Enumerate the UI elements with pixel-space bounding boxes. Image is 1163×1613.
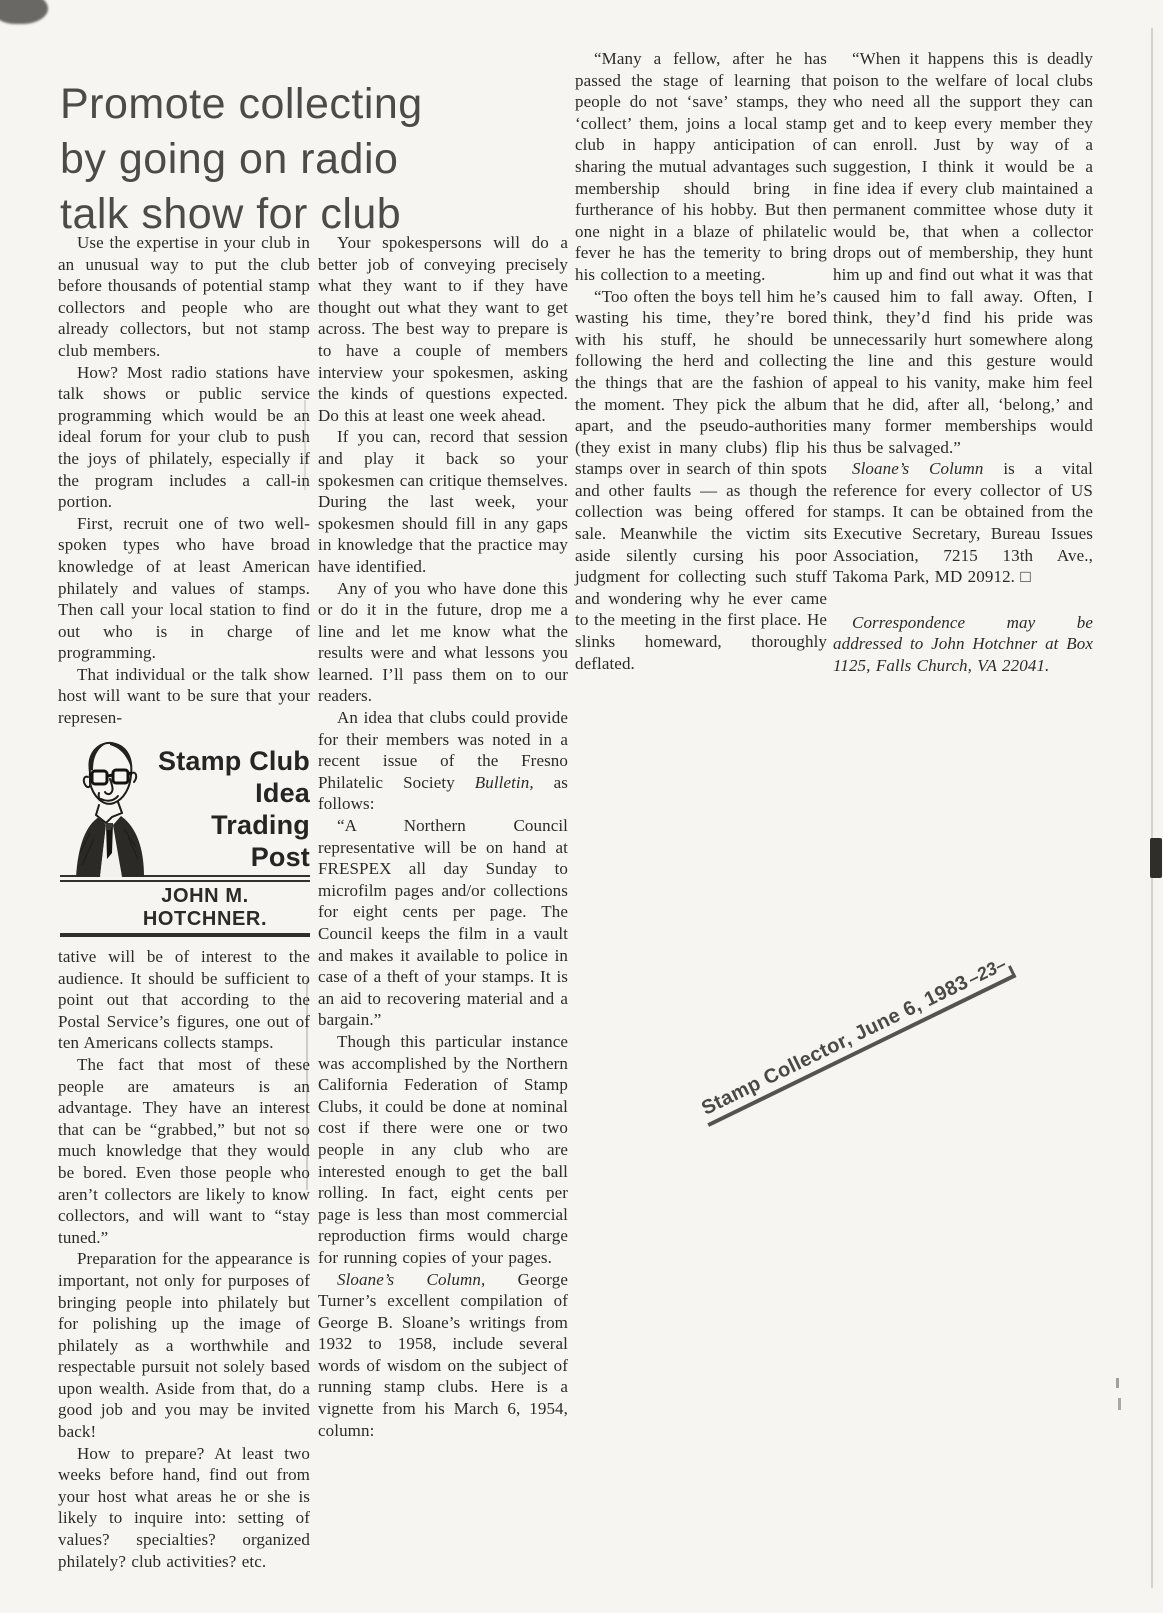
scan-edge-blob [1150,838,1162,878]
italic-title: Sloane’s Column [852,459,984,479]
paragraph-text: George Turner’s excellent compilation of George B. Sloane’s writings from 1932 to 1958, include several words of wisdom on the subject of running stamp clubs. Here is a vignette from his March 6, 1954, column: [318,1269,568,1440]
scan-edge-line [1151,28,1153,1588]
article-paragraph: The fact that most of these people are amateurs is an advantage. They have an interest that can be “grabbed,” but not so much knowledge that they would be bored. Even those people who aren’t collectors are likely to know collectors, and will want to “stay tuned.” [58,1054,310,1247]
headline-line-2: by going on radio [60,134,399,183]
article-paragraph [833,458,1093,588]
article-paragraph: “A Northern Council representative will be on hand at FRESPEX all day Sunday to microfilm pages and/or collections for eight cents per page. The Council keeps the film in a vault and makes it available to police in case of a theft of your stamps. It is an aid to recovering material and a bargain.” [318,816,568,1030]
footer-rule [707,973,1016,1127]
page-title [60,77,540,242]
italic-title: Bulletin, [474,772,534,792]
article-paragraph: Use the expertise in your club in an unusual way to put the club before thousands of potential stamp collectors and people who are already collectors, but not stamp club members. [58,233,310,360]
correspondence-note: Correspondence may be addressed to John Hotchner at Box 1125, Falls Church, VA 22041. [833,612,1093,676]
article-paragraph: That individual or the talk show host will want to be sure that your represen- [58,664,310,728]
article-paragraph: “Many a fellow, after he has passed the stage of learning that people do not ‘save’ stamps, they ‘collect’ them, joins a local stamp club in happy anticipation of sharing the mutual advantages such membership should bring in furtherance of his hobby. But then one night in a blaze of philatelic fever he has the temerity to bring his collection to a meeting. [575,49,827,284]
paragraph-text: An idea that clubs could provide for their members was noted in a recent issue of the Fresno Philatelic Society [318,708,568,792]
publication-footer [696,951,1020,1135]
author-portrait-illustration [66,733,152,879]
column-title [152,733,310,873]
article-paragraph: If you can, record that session and play it back so your spokesmen can critique themselves. During the last week, your spokesmen should fill in any gaps in knowledge that the practice may have identified. [318,427,568,576]
article-paragraph: tative will be of interest to the audience. It should be sufficient to point out that according to the Postal Service’s figures, one out of ten Americans collects stamps. [58,947,310,1053]
column-3 [575,48,827,674]
paragraph-text: as follows: [318,772,568,814]
column-title-line: Idea [255,778,310,808]
headline-line-1: Promote collecting [60,79,423,128]
paragraph-text: is a vital reference for every collector of US stamps. It can be obtained from the Executive Secretary, Bureau Issues Association, 7215 13th Ave., Takoma Park, MD 20912. □ [833,459,1093,587]
scan-edge-dash [1118,1398,1121,1410]
article-paragraph: First, recruit one of two well-spoken types who have broad knowledge of at least American philately and values of stamps. Then call your local station to find out who is in charge of programming. [58,513,310,663]
column-1-top [58,232,310,729]
article-paragraph: “Too often the boys tell him he’s wasting his time, they’re bored with his stuff, he should be following the herd and collecting the things that are the fashion of the moment. They pick the album apart, and the pseudo-authorities (they exist in many clubs) flip his stamps over in search of thin spots and other faults — as though the collection was being offered for sale. Meanwhile the victim sits aside silently cursing his poor judgment for collecting such stuff and wondering why he ever came to the meeting in the first place. He slinks homeward, thoroughly deflated. [575,286,827,673]
article-paragraph: “When it happens this is deadly poison to the welfare of local clubs who need all the support they can get and to keep every member they can enroll. Just by way of a suggestion, I think it would be a fine idea if every club maintained a permanent committee whose duty it would be, that when a collector drops out of membership, they hunt him up and find out what it was that caused him to fall away. Often, I think, they’d find his pride was unnecessarily hurt somewhere along the line and this gesture would appeal to his vanity, make him feel that he did, after all, ‘belong,’ and many former memberships would thus be salvaged.” [833,49,1093,457]
article-paragraph [318,707,568,815]
article-paragraph: Your spokespersons will do a better job of conveying precisely what they want to if they have thought out what they want to get across. The best way to prepare is to have a couple of members interview your spokesmen, asking the kinds of questions expected. Do this at least one week ahead. [318,233,568,425]
article-paragraph: Though this particular instance was accomplished by the Northern California Federation of Stamp Clubs, it could be done at nominal cost if there were one or two people in any club who are interested enough to get the ball rolling. In fact, eight cents per page is less than most commercial reproduction firms would charge for running copies of your pages. [318,1031,568,1267]
headline-line-3: talk show for club [60,189,402,238]
author-byline: JOHN M. HOTCHNER. [142,885,268,930]
article-paragraph: How to prepare? At least two weeks before hand, find out from your host what areas he or she is likely to inquire into: setting of values? specialties? organized philately? club activities? etc. [58,1443,310,1571]
article-paragraph: How? Most radio stations have talk shows or public service programming which would be an ideal forum for your club to push the joys of philately, especially if the program includes a call-in portion. [58,362,310,512]
article-paragraph [318,1269,568,1442]
column-4 [833,48,1093,677]
column-1-bottom [58,946,310,1572]
scan-edge-dash [1116,1378,1119,1388]
column-title-line: Trading [211,810,310,840]
scan-smudge-top-left [0,0,48,24]
column-2 [318,232,568,1441]
italic-title: Sloane’s Column, [337,1269,486,1289]
publication-date: Stamp Collector, June 6, 1983 [698,971,972,1120]
columnist-feature-box [60,733,310,937]
article-paragraph: Any of you who have done this or do it in the future, drop me a line and let me know what the results were and what lessons you learned. I’ll pass them on to our readers. [318,578,568,706]
thick-rule [60,933,310,937]
column-title-line: Stamp Club [157,746,310,776]
column-title-line: Post [250,842,310,872]
page-number: –23– [964,953,1010,990]
article-paragraph: Preparation for the appearance is important, not only for purposes of bringing people into philately but for polishing up the image of philately as a worthwhile and respectable pursuit not solely based upon wealth. Aside from that, do a good job and you may be invited back! [58,1249,310,1442]
